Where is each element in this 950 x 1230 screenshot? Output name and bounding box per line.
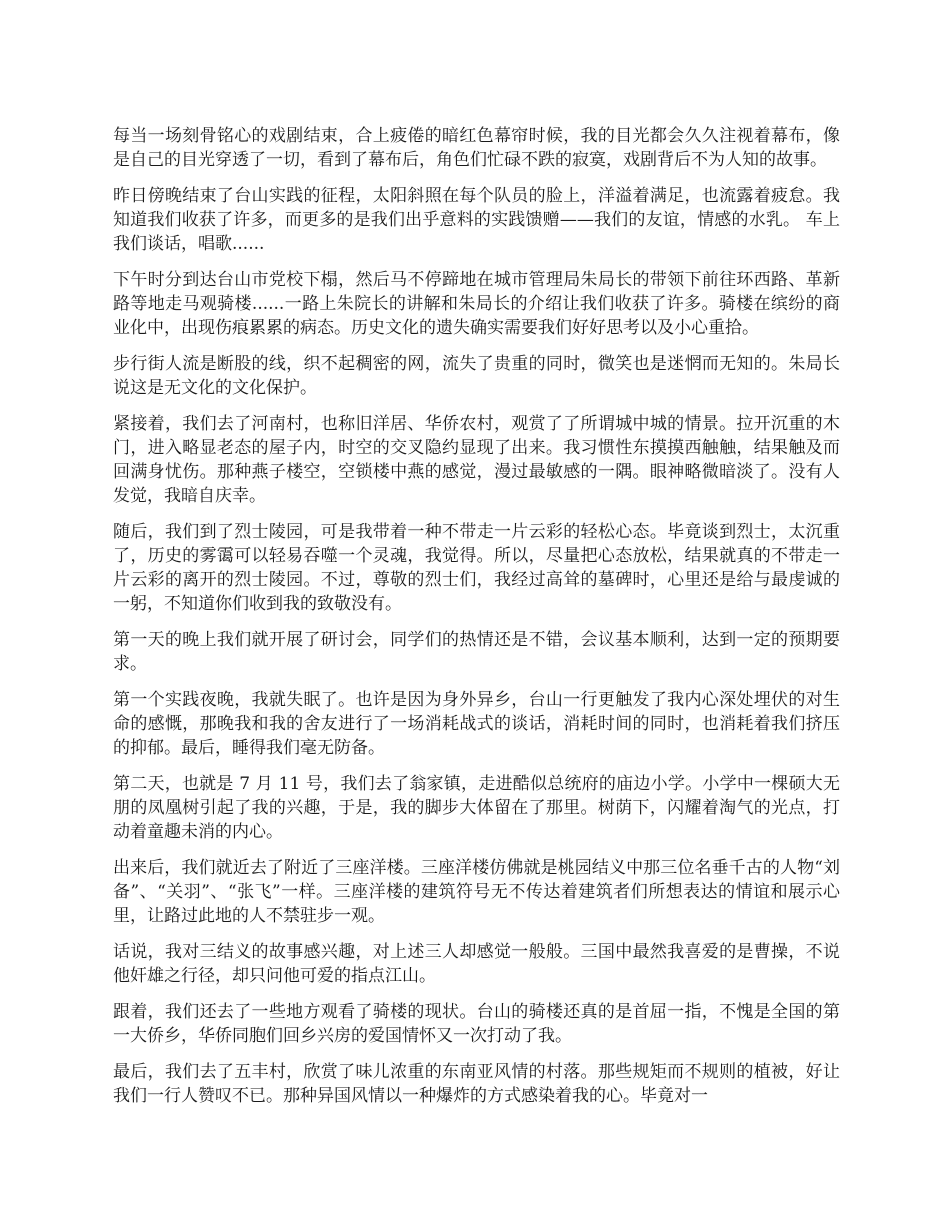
- paragraph-10: 出来后，我们就近去了附近了三座洋楼。三座洋楼仿佛就是桃园结义中那三位名垂千古的人物“刘备”、“关羽”、“张飞”一样。三座洋楼的建筑符号无不传达着建筑者们所想表达的情谊和展示心里，让路过此地的人不禁驻步一观。: [113, 858, 840, 926]
- paragraph-1: 每当一场刻骨铭心的戏剧结束，合上疲倦的暗红色幕帘时候，我的目光都会久久注视着幕布，像是自己的目光穿透了一切，看到了幕布后，角色们忙碌不跌的寂寞，戏剧背后不为人知的故事。: [113, 126, 840, 170]
- paragraph-13: 最后，我们去了五丰村，欣赏了味儿浓重的东南亚风情的村落。那些规矩而不规则的植被，好让我们一行人赞叹不已。那种异国风情以一种爆炸的方式感染着我的心。毕竟对一: [113, 1062, 840, 1106]
- paragraph-11: 话说，我对三结义的故事感兴趣，对上述三人却感觉一般般。三国中最然我喜爱的是曹操，不说他奸雄之行径，却只问他可爱的指点江山。: [113, 942, 840, 986]
- paragraph-2: 昨日傍晚结束了台山实践的征程，太阳斜照在每个队员的脸上，洋溢着满足，也流露着疲怠。我知道我们收获了许多，而更多的是我们出乎意料的实践馈赠——我们的友谊，情感的水乳。 车上我们谈话，唱歌......: [113, 186, 840, 254]
- paragraph-8: 第一个实践夜晚，我就失眠了。也许是因为身外异乡，台山一行更触发了我内心深处埋伏的对生命的感慨，那晚我和我的舍友进行了一场消耗战式的谈话，消耗时间的同时，也消耗着我们挤压的抑郁。最后，睡得我们毫无防备。: [113, 690, 840, 758]
- paragraph-5: 紧接着，我们去了河南村，也称旧洋居、华侨农村，观赏了了所谓城中城的情景。拉开沉重的木门，进入略显老态的屋子内，时空的交叉隐约显现了出来。我习惯性东摸摸西触触，结果触及而回满身忧伤。那种燕子楼空，空锁楼中燕的感觉，漫过最敏感的一隅。眼神略微暗淡了。没有人发觉，我暗自庆幸。: [113, 414, 840, 506]
- paragraph-12: 跟着，我们还去了一些地方观看了骑楼的现状。台山的骑楼还真的是首屈一指，不愧是全国的第一大侨乡，华侨同胞们回乡兴房的爱国情怀又一次打动了我。: [113, 1002, 840, 1046]
- paragraph-9: 第二天，也就是 7 月 11 号，我们去了翁家镇，走进酷似总统府的庙边小学。小学中一棵硕大无朋的凤凰树引起了我的兴趣，于是，我的脚步大体留在了那里。树荫下，闪耀着淘气的光点，打动着童趣未消的内心。: [113, 774, 840, 842]
- paragraph-3: 下午时分到达台山市党校下榻，然后马不停蹄地在城市管理局朱局长的带领下前往环西路、革新路等地走马观骑楼......一路上朱院长的讲解和朱局长的介绍让我们收获了许多。骑楼在缤纷的商业化中，出现伤痕累累的病态。历史文化的遗失确实需要我们好好思考以及小心重拾。: [113, 270, 840, 338]
- document-body: [113, 124, 840, 1120]
- paragraph-7: 第一天的晚上我们就开展了研讨会，同学们的热情还是不错，会议基本顺利，达到一定的预期要求。: [113, 630, 840, 674]
- paragraph-6: 随后，我们到了烈士陵园，可是我带着一种不带走一片云彩的轻松心态。毕竟谈到烈士，太沉重了，历史的雾霭可以轻易吞噬一个灵魂，我觉得。所以，尽量把心态放松，结果就真的不带走一片云彩的离开的烈士陵园。不过，尊敬的烈士们，我经过高耸的墓碑时，心里还是给与最虔诚的一躬，不知道你们收到我的致敬没有。: [113, 522, 840, 614]
- paragraph-4: 步行街人流是断股的线，织不起稠密的网，流失了贵重的同时，微笑也是迷惘而无知的。朱局长说这是无文化的文化保护。: [113, 354, 840, 398]
